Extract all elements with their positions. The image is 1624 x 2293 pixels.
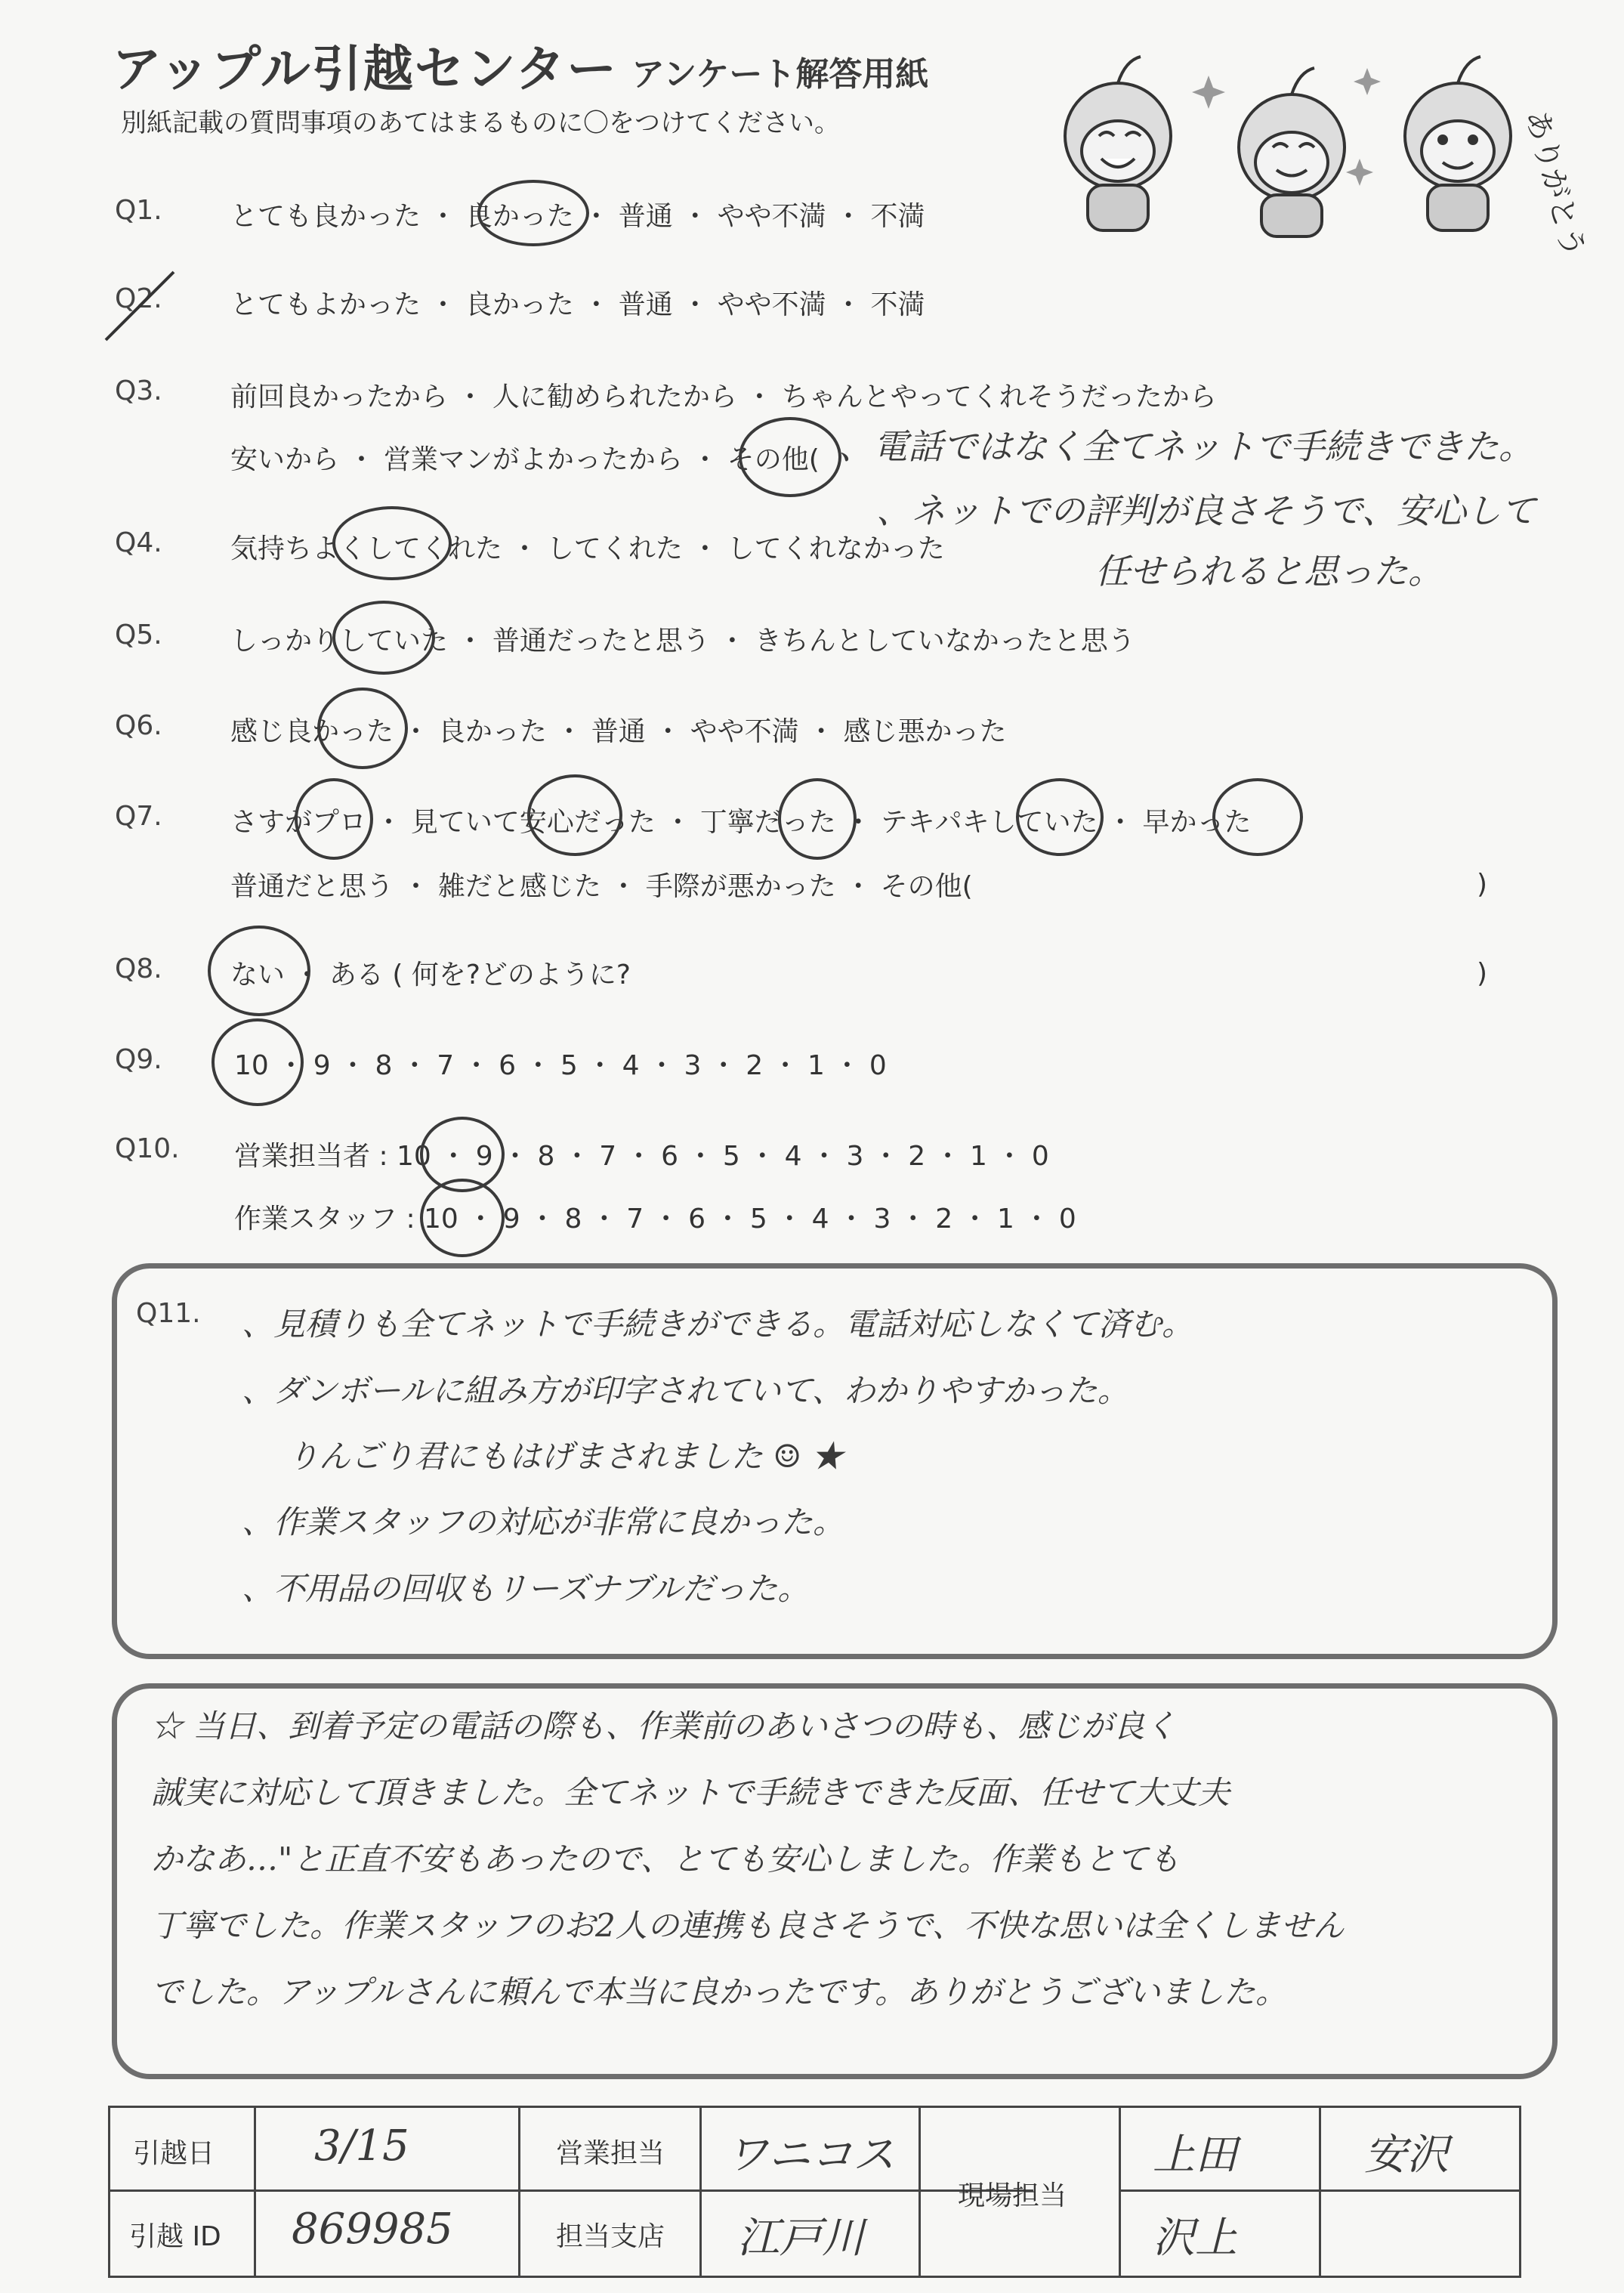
q3-label: Q3. [115,375,162,406]
q3-note-line1: 、電話ではなく全てネットで手続きできた。 [838,426,1533,467]
q6-selection-circle [317,688,408,769]
q3-selection-circle [739,417,841,497]
q8-label: Q8. [115,953,162,984]
form-subtitle: アンケート解答用紙 [631,55,929,94]
freeform-line-1: ☆ 当日、到着予定の電話の際も、作業前のあいさつの時も、感じが良く [151,1707,1177,1744]
q11-line-1: 、見積りも全てネットで手続きができる。電話対応しなくて済む。 [242,1306,1194,1343]
q2-strike-mark [98,264,181,348]
q11-line-3: りんごり君にもはげまされました ☺ ★ [287,1438,844,1475]
q3-note-line2: 、ネットでの評判が良さそうで、安心して [876,490,1536,531]
q2-label: Q2. [115,283,162,314]
footer-col-divider [699,2108,702,2276]
freeform-line-3: かなあ…"と正直不安もあったので、とても安心しました。作業もとても [151,1840,1181,1877]
sales-label: 営業担当 [556,2138,665,2169]
q9-label: Q9. [115,1044,162,1075]
q5-selection-circle [332,601,435,675]
form-instruction: 別紙記載の質問事項のあてはまるものに〇をつけてください。 [121,108,840,138]
q7-circle-anshin [527,774,622,856]
mascot-caption: ありがとう [1518,106,1592,261]
q4-selection-circle [332,506,452,580]
q10-label: Q10. [115,1133,180,1164]
freeform-line-4: 丁寧でした。作業スタッフのお2人の連携も良さそうで、不快な思いは全くしません [151,1907,1345,1944]
q8-close-paren: ) [1477,958,1488,989]
site-staff-label: 現場担当 [958,2180,1067,2211]
q1-label: Q1. [115,195,162,226]
branch-label: 担当支店 [556,2221,665,2252]
monkey-mascots-illustration [1035,45,1592,261]
q6-options: 感じ良かった ・ 良かった ・ 普通 ・ やや不満 ・ 感じ悪かった [230,716,1007,747]
move-date-label: 引越日 [133,2138,215,2169]
q5-label: Q5. [115,620,162,651]
q1-selection-circle [477,180,589,246]
q4-label: Q4. [115,527,162,558]
q10-sales-options: 営業担当者 : 10 ・ 9 ・ 8 ・ 7 ・ 6 ・ 5 ・ 4 ・ 3 ・ 2 ・ 1 ・ 0 [234,1141,1049,1172]
q9-selection-circle [211,1018,304,1106]
q7-circle-tekipaki [1016,778,1104,856]
q4-options: 気持ちよくしてくれた ・ してくれた ・ してくれなかった [230,533,945,564]
q6-label: Q6. [115,710,162,741]
q7-circle-pro [295,778,373,860]
sales-value: ワニコス [726,2131,895,2180]
q7-options-line1: さすがプロ ・ 見ていて安心だった ・ 丁寧だった ・ テキパキしていた ・ 早かった [230,807,1252,838]
q5-options: しっかりしていた ・ 普通だったと思う ・ きちんとしていなかったと思う [230,626,1135,657]
q10-staff-selection-circle [420,1179,505,1257]
freeform-line-5: でした。アップルさんに頼んで本当に良かったです。ありがとうございました。 [151,1973,1288,2010]
q8-options: ない ・ ある ( 何を?どのように? [230,960,631,990]
q7-label: Q7. [115,801,162,832]
q7-close-paren: ) [1477,869,1488,900]
q3-options-line2: 安いから ・ 営業マンがよかったから ・ その他( [230,444,820,475]
site-staff-3: 沢上 [1153,2214,1237,2263]
q7-options-line2: 普通だと思う ・ 雑だと感じた ・ 手際が悪かった ・ その他( [230,871,973,902]
footer-col-divider [919,2108,921,2276]
q11-line-2: 、ダンボールに組み方が印字されていて、わかりやすかった。 [242,1372,1129,1409]
move-date-value: 3/15 [314,2121,409,2171]
move-id-value: 869985 [292,2205,453,2254]
q11-line-5: 、不用品の回収もリーズナブルだった。 [242,1570,810,1607]
q11-label: Q11. [136,1298,201,1329]
site-staff-2: 安沢 [1364,2131,1449,2180]
footer-col-divider [518,2108,520,2276]
q11-line-4: 、作業スタッフの対応が非常に良かった。 [242,1503,845,1541]
freeform-line-2: 誠実に対応して頂きました。全てネットで手続きできた反面、任せて大丈夫 [151,1774,1230,1811]
form-title: アップル引越センター [112,40,619,98]
footer-col-divider [1319,2108,1321,2276]
footer-col-divider [1119,2108,1121,2276]
q8-selection-circle [208,926,310,1016]
footer-col-divider [254,2108,256,2276]
branch-value: 江戸川 [737,2214,864,2263]
q3-options-line1: 前回良かったから ・ 人に勧められたから ・ ちゃんとやってくれそうだったから [230,382,1217,413]
q7-circle-teinei [778,778,857,860]
footer-row-divider [110,2189,1033,2192]
q3-note-line3: 任せられると思った。 [1095,551,1443,592]
q10-staff-options: 作業スタッフ : 10 ・ 9 ・ 8 ・ 7 ・ 6 ・ 5 ・ 4 ・ 3 ・ 2 ・ 1 ・ 0 [234,1204,1076,1235]
q2-options: とてもよかった ・ 良かった ・ 普通 ・ やや不満 ・ 不満 [230,289,925,320]
footer-info-table [108,2106,1521,2278]
q7-circle-hayai [1212,778,1303,856]
move-id-label: 引越 ID [129,2221,221,2252]
q1-options: とても良かった ・ 良かった ・ 普通 ・ やや不満 ・ 不満 [230,201,925,232]
site-staff-1: 上田 [1153,2131,1237,2180]
q9-options: 10 ・ 9 ・ 8 ・ 7 ・ 6 ・ 5 ・ 4 ・ 3 ・ 2 ・ 1 ・ 0 [234,1050,887,1081]
